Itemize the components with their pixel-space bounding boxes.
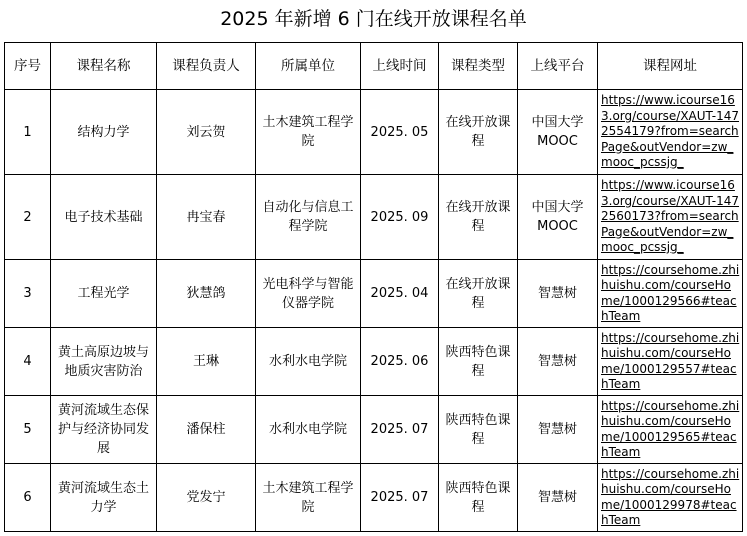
course-url-link[interactable]: https://coursehome.zhihuishu.com/courseHome/1000129557#teachTeam [601, 330, 740, 391]
header-course-type: 课程类型 [439, 43, 518, 90]
cell-platform: 智慧树 [518, 260, 598, 328]
cell-platform: 智慧树 [518, 396, 598, 464]
cell-course-url [598, 260, 743, 328]
header-course-name: 课程名称 [51, 43, 157, 90]
cell-course-leader: 刘云贺 [157, 90, 256, 175]
cell-launch-time: 2025. 07 [361, 396, 439, 464]
cell-course-leader: 狄慧鸽 [157, 260, 256, 328]
header-launch-time: 上线时间 [361, 43, 439, 90]
cell-index: 3 [5, 260, 51, 328]
cell-index: 1 [5, 90, 51, 175]
cell-launch-time: 2025. 09 [361, 175, 439, 260]
header-index: 序号 [5, 43, 51, 90]
cell-launch-time: 2025. 04 [361, 260, 439, 328]
cell-launch-time: 2025. 05 [361, 90, 439, 175]
cell-course-type: 在线开放课程 [439, 175, 518, 260]
cell-platform: 智慧树 [518, 328, 598, 396]
course-url-link[interactable]: https://www.icourse163.org/course/XAUT-1472554179?from=searchPage&outVendor=zw_mooc_pcssjg_ [601, 93, 740, 170]
cell-launch-time: 2025. 07 [361, 464, 439, 532]
header-department: 所属单位 [256, 43, 361, 90]
cell-index: 2 [5, 175, 51, 260]
course-url-link[interactable]: https://coursehome.zhihuishu.com/courseHome/1000129565#teachTeam [601, 398, 740, 459]
cell-course-type: 陕西特色课程 [439, 464, 518, 532]
course-table [4, 42, 743, 532]
header-platform: 上线平台 [518, 43, 598, 90]
cell-course-name: 黄河流域生态保护与经济协同发展 [51, 396, 157, 464]
cell-course-url [598, 175, 743, 260]
cell-course-name: 结构力学 [51, 90, 157, 175]
cell-course-name: 电子技术基础 [51, 175, 157, 260]
cell-course-url [598, 396, 743, 464]
cell-course-url [598, 464, 743, 532]
cell-course-name: 黄河流域生态土力学 [51, 464, 157, 532]
table-row [5, 328, 743, 396]
table-row [5, 90, 743, 175]
table-row [5, 260, 743, 328]
cell-course-url [598, 90, 743, 175]
cell-launch-time: 2025. 06 [361, 328, 439, 396]
cell-course-name: 黄土高原边坡与地质灾害防治 [51, 328, 157, 396]
cell-course-type: 在线开放课程 [439, 90, 518, 175]
course-url-link[interactable]: https://coursehome.zhihuishu.com/courseHome/1000129566#teachTeam [601, 262, 740, 323]
cell-department: 自动化与信息工程学院 [256, 175, 361, 260]
page-title: 2025 年新增 6 门在线开放课程名单 [220, 8, 527, 30]
cell-platform: 中国大学MOOC [518, 175, 598, 260]
cell-course-leader: 王琳 [157, 328, 256, 396]
cell-platform: 智慧树 [518, 464, 598, 532]
cell-department: 土木建筑工程学院 [256, 464, 361, 532]
table-row [5, 464, 743, 532]
cell-department: 水利水电学院 [256, 396, 361, 464]
cell-platform: 中国大学MOOC [518, 90, 598, 175]
cell-course-leader: 党发宁 [157, 464, 256, 532]
cell-course-type: 在线开放课程 [439, 260, 518, 328]
header-course-url: 课程网址 [598, 43, 743, 90]
cell-department: 水利水电学院 [256, 328, 361, 396]
cell-index: 5 [5, 396, 51, 464]
cell-course-url [598, 328, 743, 396]
cell-course-name: 工程光学 [51, 260, 157, 328]
cell-index: 6 [5, 464, 51, 532]
header-course-leader: 课程负责人 [157, 43, 256, 90]
cell-index: 4 [5, 328, 51, 396]
table-row [5, 175, 743, 260]
table-header-row [5, 43, 743, 90]
table-row [5, 396, 743, 464]
cell-course-type: 陕西特色课程 [439, 396, 518, 464]
cell-course-leader: 潘保柱 [157, 396, 256, 464]
course-url-link[interactable]: https://www.icourse163.org/course/XAUT-1472560173?from=searchPage&outVendor=zw_mooc_pcssjg_ [601, 178, 740, 255]
cell-department: 土木建筑工程学院 [256, 90, 361, 175]
course-url-link[interactable]: https://coursehome.zhihuishu.com/courseHome/1000129978#teachTeam [601, 466, 740, 527]
cell-department: 光电科学与智能仪器学院 [256, 260, 361, 328]
cell-course-type: 陕西特色课程 [439, 328, 518, 396]
cell-course-leader: 冉宝春 [157, 175, 256, 260]
